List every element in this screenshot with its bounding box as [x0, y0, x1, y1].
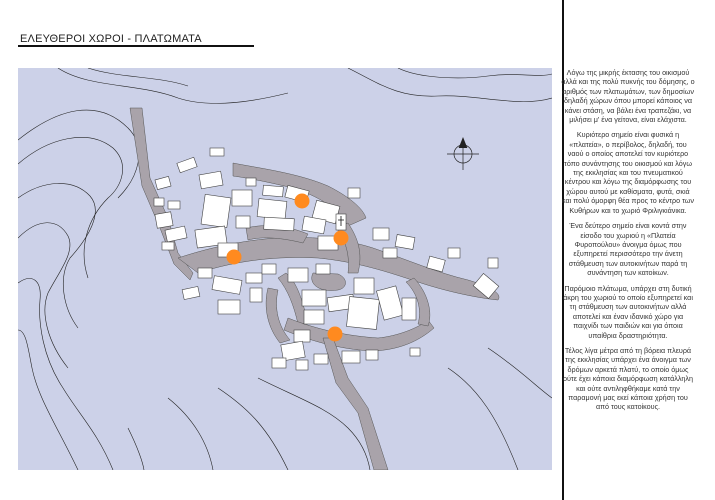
paragraph-2: Κυριότερο σημείο είναι φυσικά η «πλατεία», ο περίβολος, δηλαδή, του ναού ο οποίος αποτελεί τον κυριότερο τόπο συνάντησης του οικισμού και λόγω της εκκλησίας και του πνευματικού κέντρου και λόγω της διαμόρφωσης του χώρου αυτού με καθίσματα, φυτά, σκιά και πολύ όμορφη θέα προς το κέντρο των Κυθήρων και το χωριό Φριλιγκιάνικα.: [561, 130, 695, 215]
church-cross-icon: [336, 214, 346, 230]
open-space-marker-south: [328, 327, 343, 342]
village-map: [18, 68, 552, 470]
title-underline: [18, 45, 254, 47]
paragraph-1: Λόγω της μικρής έκτασης του οικισμού αλλά και της πολύ πυκνής του δόμησης, ο αριθμός των πλατωμάτων, των δημοσίων δηλαδή χώρων όπου μπορεί κάποιος να κάνει στάση, να βάλει ένα τραπεζάκι, να μιλήσει μ' ένα γείτονα, είναι ελάχιστα.: [561, 68, 695, 125]
open-space-marker-church: [334, 231, 349, 246]
open-space-marker-north: [295, 194, 310, 209]
paragraph-4: Παρόμοιο πλάτωμα, υπάρχει στη δυτική άκρη του χωριού το οποίο εξυπηρετεί και τη στάθμευση των αυτοκινήτων αλλά αποτελεί και έναν ιδανικό χώρο για παιχνίδι των παιδιών και για όποια υπαίθρια δραστηριότητα.: [563, 283, 693, 340]
paragraph-5: Τέλος λίγα μέτρα από τη βόρεια πλευρά της εκκλησίας υπάρχει ένα άνοιγμα των δρόμων αρκετά πλατύ, το οποίο όμως ούτε έχει κάποια διαμόρφωση κατάλληλη και ούτε αντιληφθήκαμε κατά την παραμονή μας εκεί κάποια χρήση του από τους κατοίκους.: [562, 345, 694, 412]
description-column: [561, 68, 695, 418]
map-background: [18, 68, 552, 470]
paragraph-3: Ένα δεύτερο σημείο είναι κοντά στην είσοδο του χωριού η «Πλατεία Φυροπούλου» άνοιγμα όμως που εξυπηρετεί περισσότερο την άνετη στάθμευση των αυτοκινήτων παρά τη συνάντηση των κατοίκων.: [568, 221, 688, 278]
open-space-marker-west: [227, 250, 242, 265]
page-title: ΕΛΕΥΘΕΡΟΙ ΧΩΡΟΙ - ΠΛΑΤΩΜΑΤΑ: [20, 33, 202, 45]
